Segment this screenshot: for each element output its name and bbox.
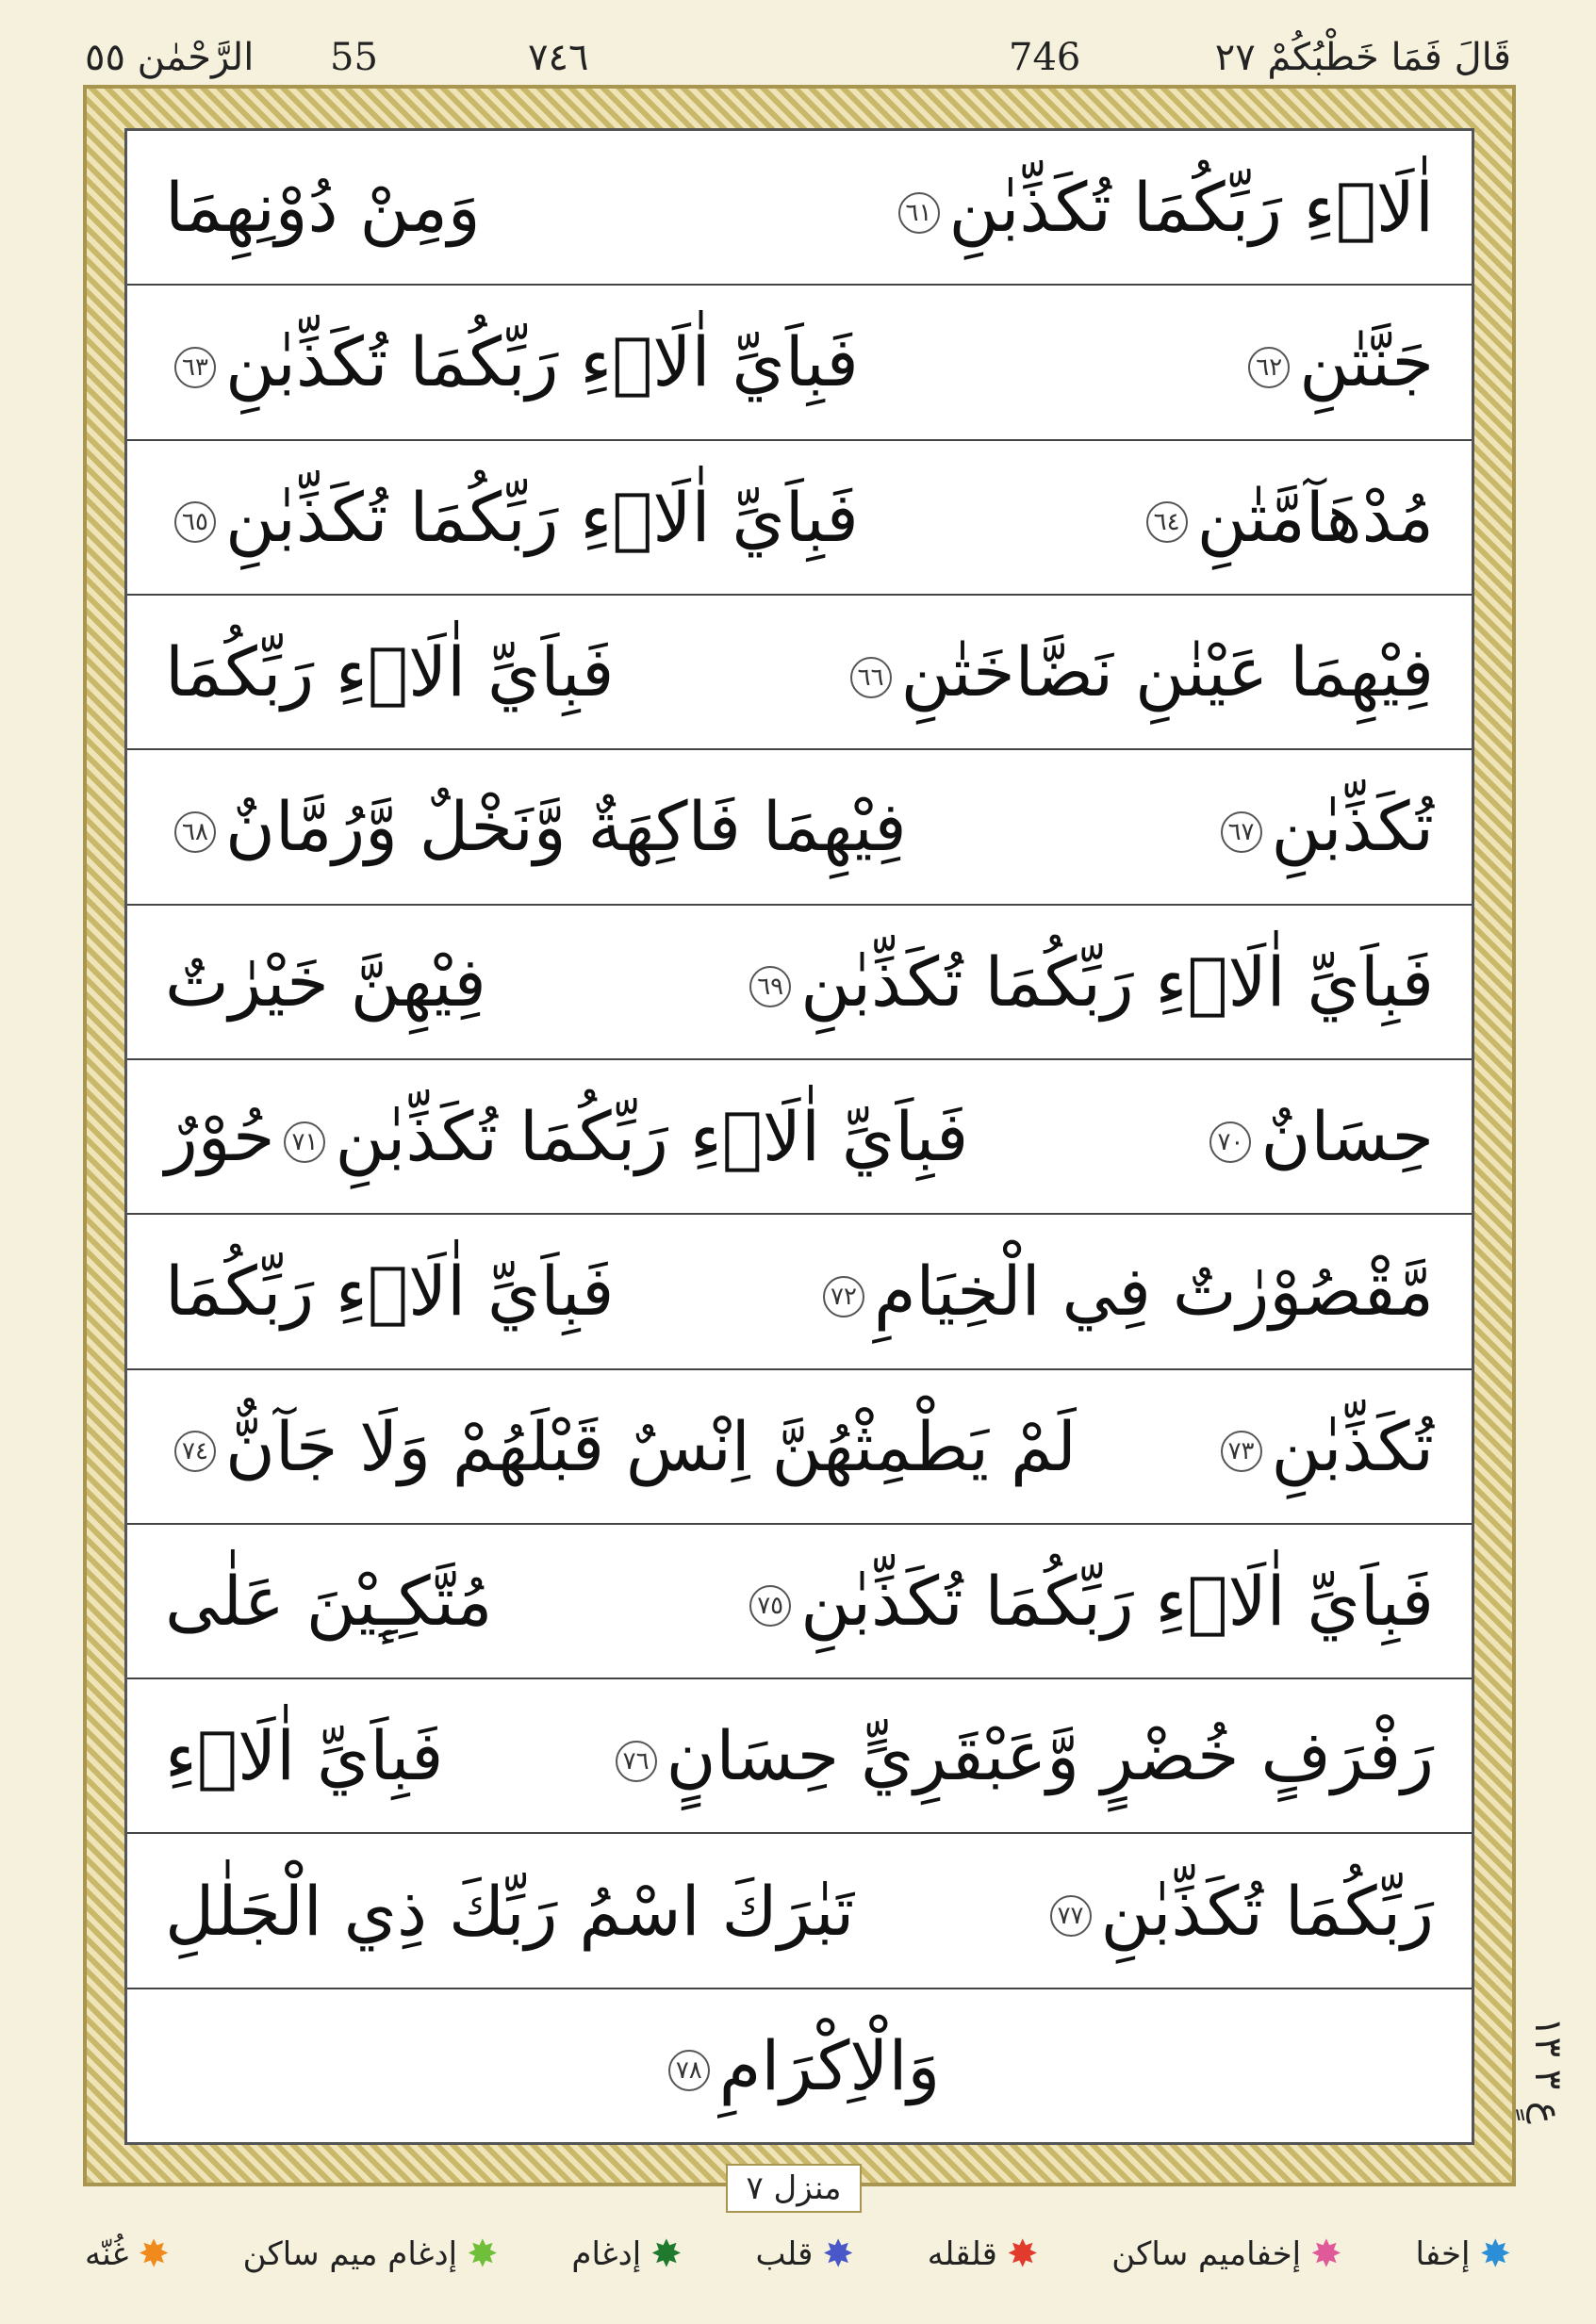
line-segment — [165, 168, 481, 247]
text-line — [127, 1834, 1472, 1988]
legend-item — [928, 2233, 1039, 2276]
ayah-marker: ٧١ — [284, 1121, 325, 1163]
line-segment — [740, 1562, 1434, 1641]
line-segment — [1211, 787, 1434, 866]
line-segment — [165, 942, 486, 1022]
verse-text: فِيْهِمَا عَيْنٰنِ نَضَّاخَتٰنِ — [900, 632, 1434, 712]
verse-text: مُدْهَآمَّتٰنِ — [1196, 477, 1434, 557]
verse-text: تَبٰرَكَ اسْمُ رَبِّكَ ذِي الْجَلٰلِ — [165, 1871, 855, 1951]
legend-item — [756, 2233, 854, 2276]
legend-item — [1415, 2233, 1511, 2276]
legend-item — [85, 2233, 170, 2276]
line-segment — [659, 2026, 940, 2105]
verse-text: رَفْرَفٍ خُضْرٍ وَّعَبْقَرِيٍّ حِسَانٍ — [666, 1716, 1434, 1796]
text-line — [127, 906, 1472, 1060]
tajweed-legend — [85, 2226, 1511, 2283]
ruku-mark: عٍ ٣ ١٣ — [1526, 2017, 1570, 2124]
line-segment — [1200, 1097, 1434, 1176]
verse-text: فَبِاَيِّ اٰلَاۤءِ رَبِّكُمَا تُكَذِّبٰنِ — [225, 322, 859, 402]
line-segment — [165, 478, 859, 557]
verse-text: حِسَانٌ — [1260, 1097, 1434, 1177]
legend-label: إدغام ميم ساكن — [242, 2235, 458, 2273]
legend-label: قلقله — [927, 2235, 997, 2273]
verse-text: فَبِاَيِّ اٰلَاۤءِ رَبِّكُمَا تُكَذِّبٰنِ — [225, 477, 859, 557]
text-line — [127, 1989, 1472, 2142]
verse-text: فَبِاَيِّ اٰلَاۤءِ رَبِّكُمَا تُكَذِّبٰنِ — [800, 1561, 1434, 1641]
verse-text: فِيْهِمَا فَاكِهَةٌ وَّنَخْلٌ وَّرُمَّانٌ — [225, 787, 907, 867]
star-icon: ✸ — [822, 2233, 854, 2276]
verse-text: حُوْرٌ — [165, 1097, 275, 1177]
ayah-marker: ٧٤ — [174, 1431, 216, 1472]
line-segment — [841, 632, 1434, 712]
text-line — [127, 1215, 1472, 1369]
verse-text: فَبِاَيِّ اٰلَاۤءِ رَبِّكُمَا تُكَذِّبٰنِ — [335, 1097, 969, 1177]
quran-text-area — [124, 128, 1474, 2145]
verse-text: مَّقْصُوْرٰتٌ فِي الْخِيَامِ — [873, 1252, 1434, 1332]
text-line — [127, 1370, 1472, 1525]
line-segment — [165, 1716, 443, 1795]
verse-text: تُكَذِّبٰنِ — [1271, 1406, 1434, 1486]
surah-name: الرَّحْمٰن ٥٥ — [85, 36, 255, 79]
line-segment — [165, 787, 907, 866]
star-icon: ✸ — [650, 2233, 683, 2276]
legend-label: إخفاميم ساكن — [1111, 2235, 1302, 2273]
line-segment — [889, 168, 1434, 247]
page-header — [85, 26, 1511, 92]
text-line — [127, 596, 1472, 750]
line-segment — [1239, 322, 1434, 401]
legend-label: غُنّه — [85, 2235, 129, 2273]
line-segment — [1211, 1407, 1434, 1486]
line-segment — [165, 1872, 854, 1951]
verse-text: وَالْاِكْرَامِ — [718, 2025, 941, 2105]
text-line — [127, 750, 1472, 905]
surah-number: 55 — [330, 36, 378, 79]
verse-text: وَمِنْ دُوْنِهِمَا — [165, 168, 481, 248]
text-line — [127, 1679, 1472, 1834]
legend-label: إخفا — [1415, 2235, 1471, 2273]
text-line — [127, 1060, 1472, 1215]
ayah-marker: ٧٧ — [1050, 1895, 1092, 1937]
line-segment — [165, 1562, 492, 1641]
verse-text: جَنَّتٰنِ — [1299, 322, 1434, 402]
ayah-marker: ٧٥ — [749, 1585, 791, 1627]
legend-item — [571, 2233, 682, 2276]
line-segment — [1137, 478, 1434, 557]
ayah-marker: ٦٦ — [850, 657, 892, 698]
line-segment — [165, 1097, 968, 1176]
ayah-marker: ٦٥ — [174, 501, 216, 543]
star-icon: ✸ — [467, 2233, 499, 2276]
ayah-marker: ٧٨ — [668, 2050, 710, 2091]
text-line — [127, 1525, 1472, 1679]
star-icon: ✸ — [1310, 2233, 1342, 2276]
legend-label: إدغام — [571, 2235, 642, 2273]
text-line — [127, 441, 1472, 596]
ayah-marker: ٧٠ — [1209, 1121, 1251, 1163]
text-line — [127, 131, 1472, 286]
ayah-marker: ٦٩ — [749, 966, 791, 1007]
legend-item — [1111, 2233, 1341, 2276]
legend-item — [243, 2233, 499, 2276]
line-segment — [1041, 1872, 1434, 1951]
verse-text: اٰلَاۤءِ رَبِّكُمَا تُكَذِّبٰنِ — [948, 168, 1434, 248]
line-segment — [165, 632, 614, 712]
verse-text: فِيْهِنَّ خَيْرٰتٌ — [165, 941, 486, 1022]
ayah-marker: ٧٣ — [1221, 1431, 1262, 1472]
verse-text: فَبِاَيِّ اٰلَاۤءِ رَبِّكُمَا — [165, 1252, 615, 1332]
ayah-marker: ٦٤ — [1146, 501, 1188, 543]
verse-text: تُكَذِّبٰنِ — [1271, 787, 1434, 867]
line-segment — [606, 1716, 1434, 1795]
juz-name: قَالَ فَمَا خَطْبُكُمْ ٢٧ — [1214, 36, 1511, 79]
ayah-marker: ٧٢ — [823, 1276, 864, 1317]
verse-text: فَبِاَيِّ اٰلَاۤءِ رَبِّكُمَا تُكَذِّبٰنِ — [800, 941, 1434, 1022]
verse-text: مُتَّكِـِٕيْنَ عَلٰى — [165, 1561, 493, 1641]
ayah-marker: ٦٢ — [1248, 347, 1290, 388]
verse-text: فَبِاَيِّ اٰلَاۤءِ رَبِّكُمَا — [165, 632, 615, 712]
ayah-marker: ٦١ — [898, 192, 940, 234]
ayah-marker: ٦٨ — [174, 811, 216, 853]
page-number: 746 — [1009, 36, 1081, 79]
page-number-arabic: ٧٤٦ — [528, 36, 589, 79]
ayah-marker: ٧٦ — [616, 1741, 657, 1782]
star-icon: ✸ — [1479, 2233, 1511, 2276]
legend-label: قلب — [755, 2235, 814, 2273]
line-segment — [165, 1252, 614, 1331]
verse-text: رَبِّكُمَا تُكَذِّبٰنِ — [1100, 1871, 1434, 1951]
line-segment — [165, 1407, 1077, 1486]
line-segment — [165, 322, 859, 401]
text-line — [127, 286, 1472, 440]
verse-text: فَبِاَيِّ اٰلَاۤءِ — [165, 1716, 444, 1796]
star-icon: ✸ — [138, 2233, 170, 2276]
manzil-label: منزل ٧ — [726, 2164, 862, 2213]
ayah-marker: ٦٧ — [1221, 811, 1262, 853]
ayah-marker: ٦٣ — [174, 347, 216, 388]
verse-text: لَمْ يَطْمِثْهُنَّ اِنْسٌ قَبْلَهُمْ وَلَا جَآنٌّ — [225, 1406, 1077, 1486]
line-segment — [740, 942, 1434, 1022]
star-icon: ✸ — [1006, 2233, 1039, 2276]
line-segment — [814, 1252, 1434, 1331]
